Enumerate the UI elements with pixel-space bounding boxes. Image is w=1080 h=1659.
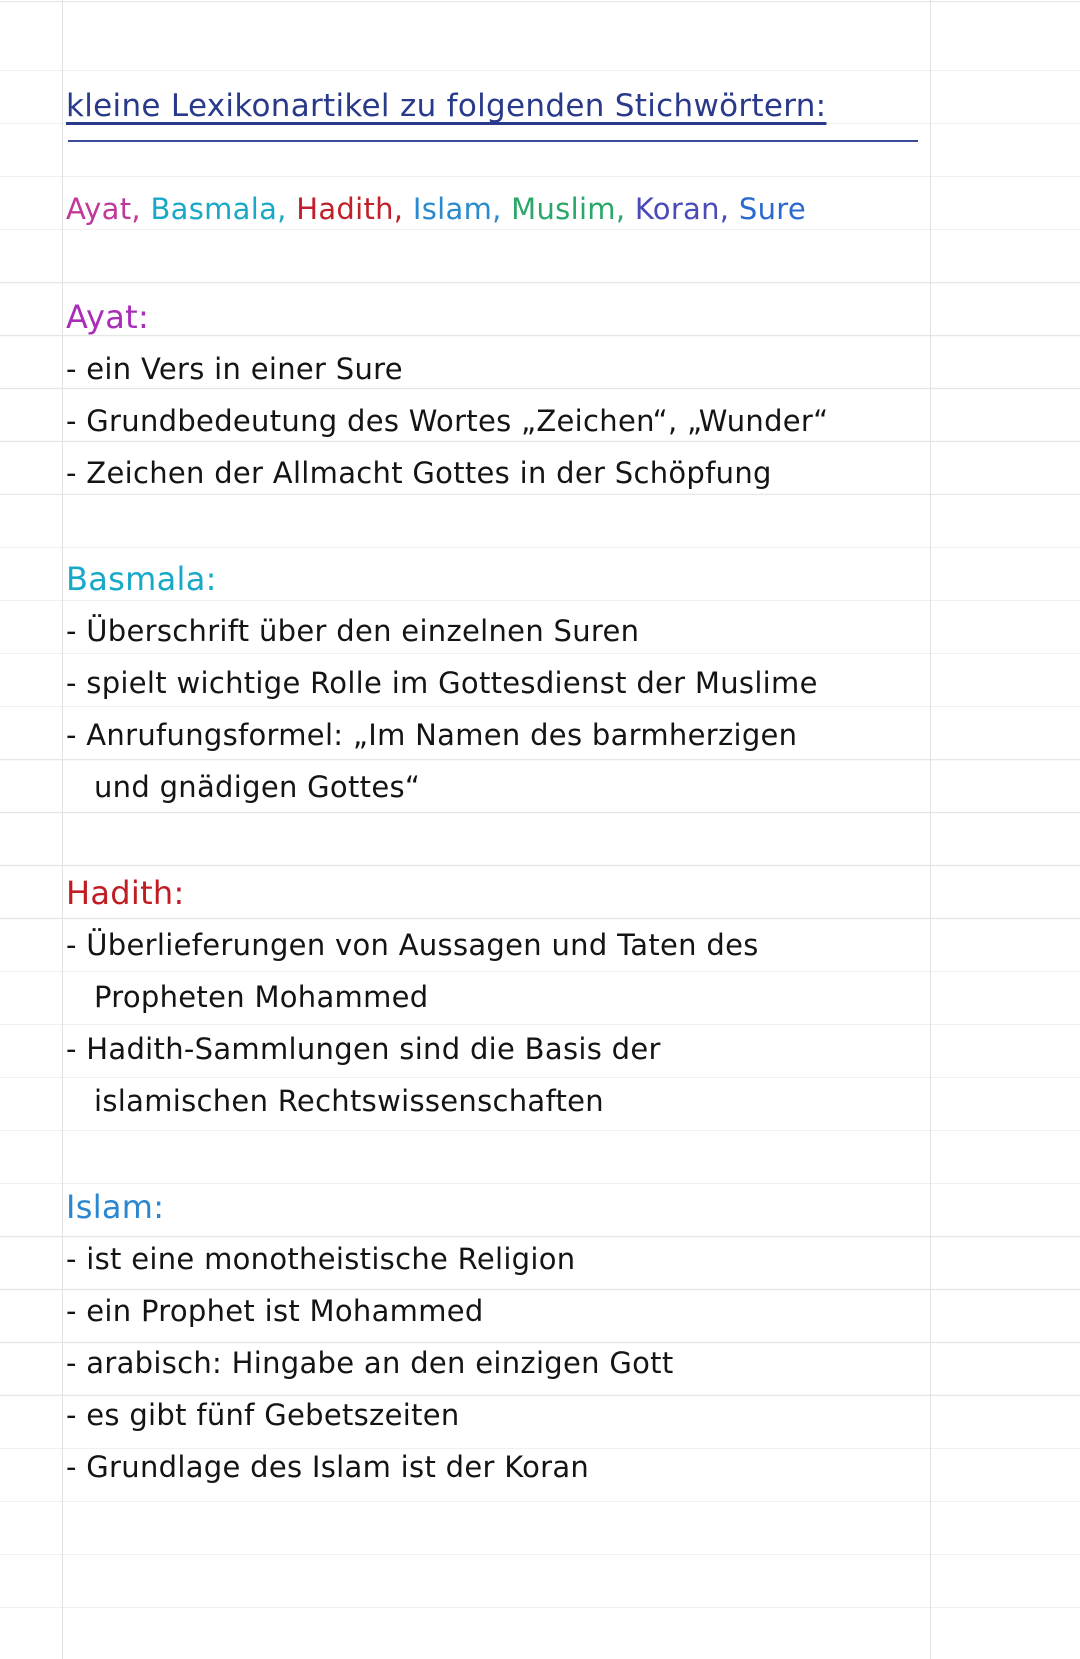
islam-line-2: - ein Prophet ist Mohammed xyxy=(66,1294,484,1328)
basmala-line-1: - Überschrift über den einzelnen Suren xyxy=(66,614,640,648)
keyword-ayat: Ayat, xyxy=(66,192,141,226)
section-heading-islam: Islam: xyxy=(66,1188,165,1226)
section-heading-basmala: Basmala: xyxy=(66,560,217,598)
section-heading-ayat: Ayat: xyxy=(66,298,150,336)
hadith-line-2: Propheten Mohammed xyxy=(94,980,429,1014)
title-underline xyxy=(68,140,918,142)
islam-line-5: - Grundlage des Islam ist der Koran xyxy=(66,1450,590,1484)
section-heading-hadith: Hadith: xyxy=(66,874,185,912)
hadith-line-3: - Hadith-Sammlungen sind die Basis der xyxy=(66,1032,661,1066)
keyword-koran: Koran, xyxy=(634,192,730,226)
ayat-line-2: - Grundbedeutung des Wortes „Zeichen“, „Wunder“ xyxy=(66,404,829,438)
islam-line-1: - ist eine monotheistische Religion xyxy=(66,1242,576,1276)
right-margin-line xyxy=(930,0,931,1659)
page-title: kleine Lexikonartikel zu folgenden Stichwörtern: xyxy=(66,88,827,124)
hadith-line-1: - Überlieferungen von Aussagen und Taten des xyxy=(66,928,759,962)
islam-line-4: - es gibt fünf Gebetszeiten xyxy=(66,1398,460,1432)
keyword-list xyxy=(66,192,806,226)
basmala-line-4: und gnädigen Gottes“ xyxy=(94,770,421,804)
hadith-line-4: islamischen Rechtswissenschaften xyxy=(94,1084,604,1118)
left-margin-line xyxy=(62,0,63,1659)
keyword-hadith: Hadith, xyxy=(296,192,404,226)
ayat-line-3: - Zeichen der Allmacht Gottes in der Schöpfung xyxy=(66,456,772,490)
basmala-line-3: - Anrufungsformel: „Im Namen des barmherzigen xyxy=(66,718,798,752)
basmala-line-2: - spielt wichtige Rolle im Gottesdienst der Muslime xyxy=(66,666,818,700)
keyword-muslim: Muslim, xyxy=(511,192,626,226)
islam-line-3: - arabisch: Hingabe an den einzigen Gott xyxy=(66,1346,674,1380)
keyword-islam: Islam, xyxy=(412,192,502,226)
ayat-line-1: - ein Vers in einer Sure xyxy=(66,352,403,386)
keyword-basmala: Basmala, xyxy=(150,192,287,226)
keyword-sure: Sure xyxy=(738,192,806,226)
